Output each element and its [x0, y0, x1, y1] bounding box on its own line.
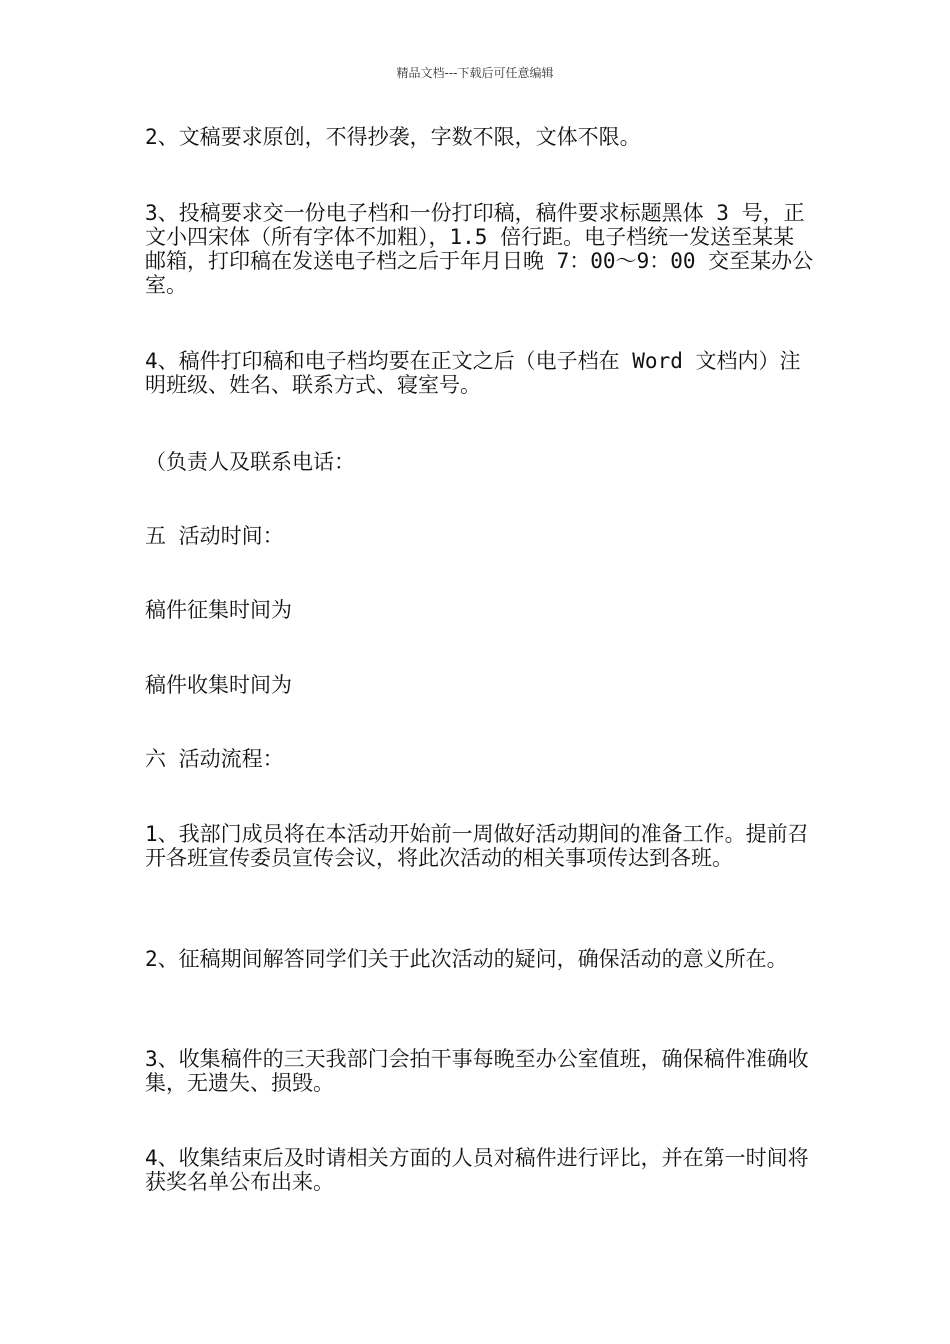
paragraph-item-4: 4、稿件打印稿和电子档均要在正文之后（电子档在 Word 文档内）注明班级、姓名、联系方式、寝室号。 — [145, 349, 801, 397]
flow-step-4: 4、收集结束后及时请相关方面的人员对稿件进行评比，并在第一时间将获奖名单公布出来。 — [145, 1146, 809, 1194]
page-header: 精品文档---下载后可任意编辑 — [396, 66, 554, 80]
paragraph-item-3: 3、投稿要求交一份电子档和一份打印稿，稿件要求标题黑体 3 号，正文小四宋体（所有字体不加粗），1.5 倍行距。电子档统一发送至某某邮箱，打印稿在发送电子档之后于年月日晚 7：00～9：00 交至某办公室。 — [145, 201, 814, 297]
collection-time-line-1: 稿件征集时间为 — [145, 598, 292, 622]
flow-step-2: 2、征稿期间解答同学们关于此次活动的疑问，确保活动的意义所在。 — [145, 947, 788, 971]
section-heading-activity-flow: 六 活动流程： — [145, 747, 284, 771]
collection-time-line-2: 稿件收集时间为 — [145, 673, 292, 697]
paragraph-item-2: 2、文稿要求原创，不得抄袭，字数不限，文体不限。 — [145, 125, 641, 149]
contact-note: （负责人及联系电话： — [145, 450, 355, 474]
section-heading-activity-time: 五 活动时间： — [145, 524, 284, 548]
flow-step-1: 1、我部门成员将在本活动开始前一周做好活动期间的准备工作。提前召开各班宣传委员宣传会议，将此次活动的相关事项传达到各班。 — [145, 822, 809, 870]
flow-step-3: 3、收集稿件的三天我部门会拍干事每晚至办公室值班，确保稿件准确收集，无遗失、损毁。 — [145, 1047, 809, 1095]
